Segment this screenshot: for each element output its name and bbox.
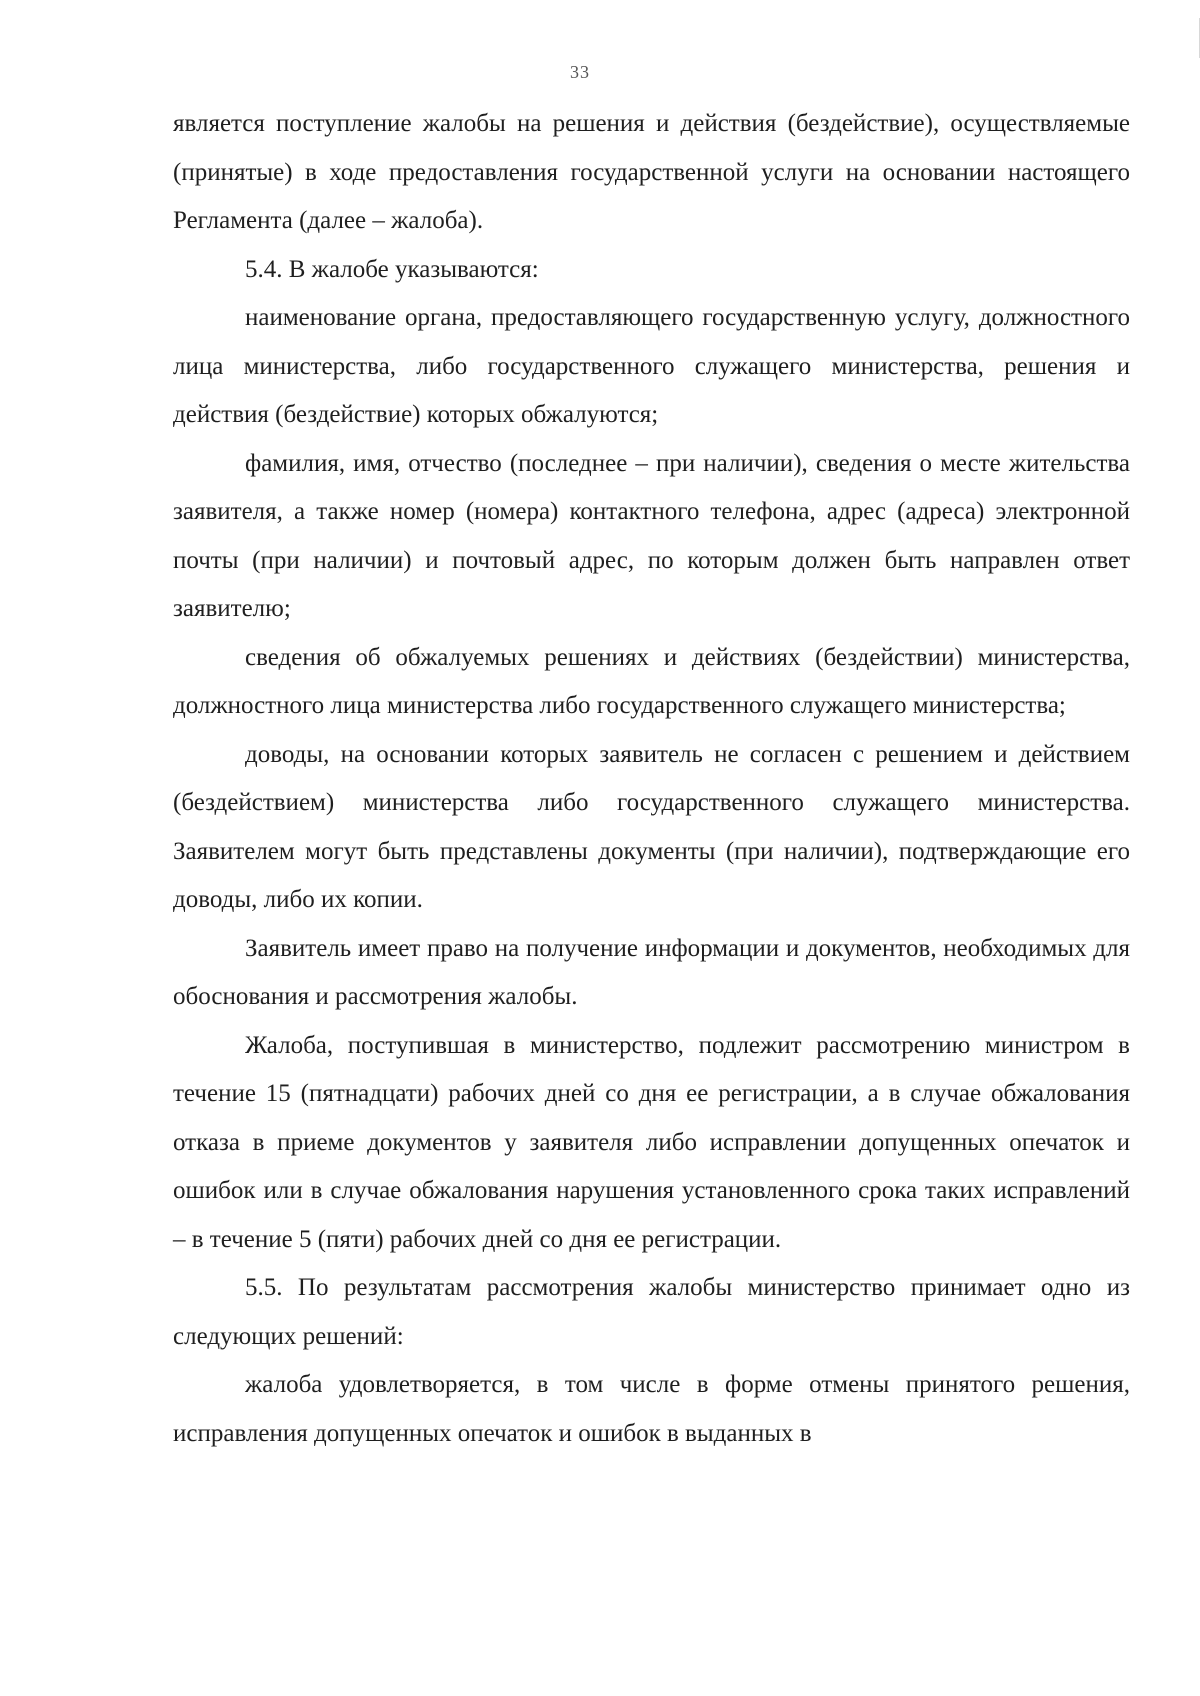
paragraph-right-to-information: Заявитель имеет право на получение информации и документов, необходимых для обоснования и рассмотрения жалобы. [173,934,1130,1010]
paragraph-section-5-5: 5.5. По результатам рассмотрения жалобы министерство принимает одно из следующих решений: [173,1274,1130,1350]
paragraph-section-5-4: 5.4. В жалобе указываются: [245,255,539,283]
paragraph-complaint-satisfied: жалоба удовлетворяется, в том числе в форме отмены принятого решения, исправления допущенных опечаток и ошибок в выданных в [173,1371,1130,1447]
paragraph-review-period: Жалоба, поступившая в министерство, подлежит рассмотрению министром в течение 15 (пятнадцати) рабочих дней со дня ее регистрации, а в случае обжалования отказа в приеме документов у заявителя либо исправлении допущенных опечаток и ошибок или в случае обжалования нарушения установленного срока таких исправлений – в течение 5 (пяти) рабочих дней со дня ее регистрации. [173,1031,1130,1253]
paragraph-organ-name: наименование органа, предоставляющего государственную услугу, должностного лица министерства, либо государственного служащего министерства, решения и действия (бездействие) которых обжалуются; [173,304,1130,428]
paragraph-appealed-decisions: сведения об обжалуемых решениях и действиях (бездействии) министерства, должностного лица министерства либо государственного служащего министерства; [173,643,1130,719]
paragraph-applicant-details: фамилия, имя, отчество (последнее – при наличии), сведения о месте жительства заявителя, а также номер (номера) контактного телефона, адрес (адреса) электронной почты (при наличии) и почтовый адрес, по которым должен быть направлен ответ заявителю; [173,449,1130,622]
document-body [173,100,1130,1458]
paragraph-continuation: является поступление жалобы на решения и действия (бездействие), осуществляемые (принятые) в ходе предоставления государственной услуги на основании настоящего Регламента (далее – жалоба). [173,110,1130,234]
page-number: 33 [570,62,590,82]
paragraph-arguments: доводы, на основании которых заявитель не согласен с решением и действием (бездействием) министерства либо государственного служащего министерства. Заявителем могут быть представлены документы (при наличии), подтверждающие его доводы, либо их копии. [173,740,1130,913]
